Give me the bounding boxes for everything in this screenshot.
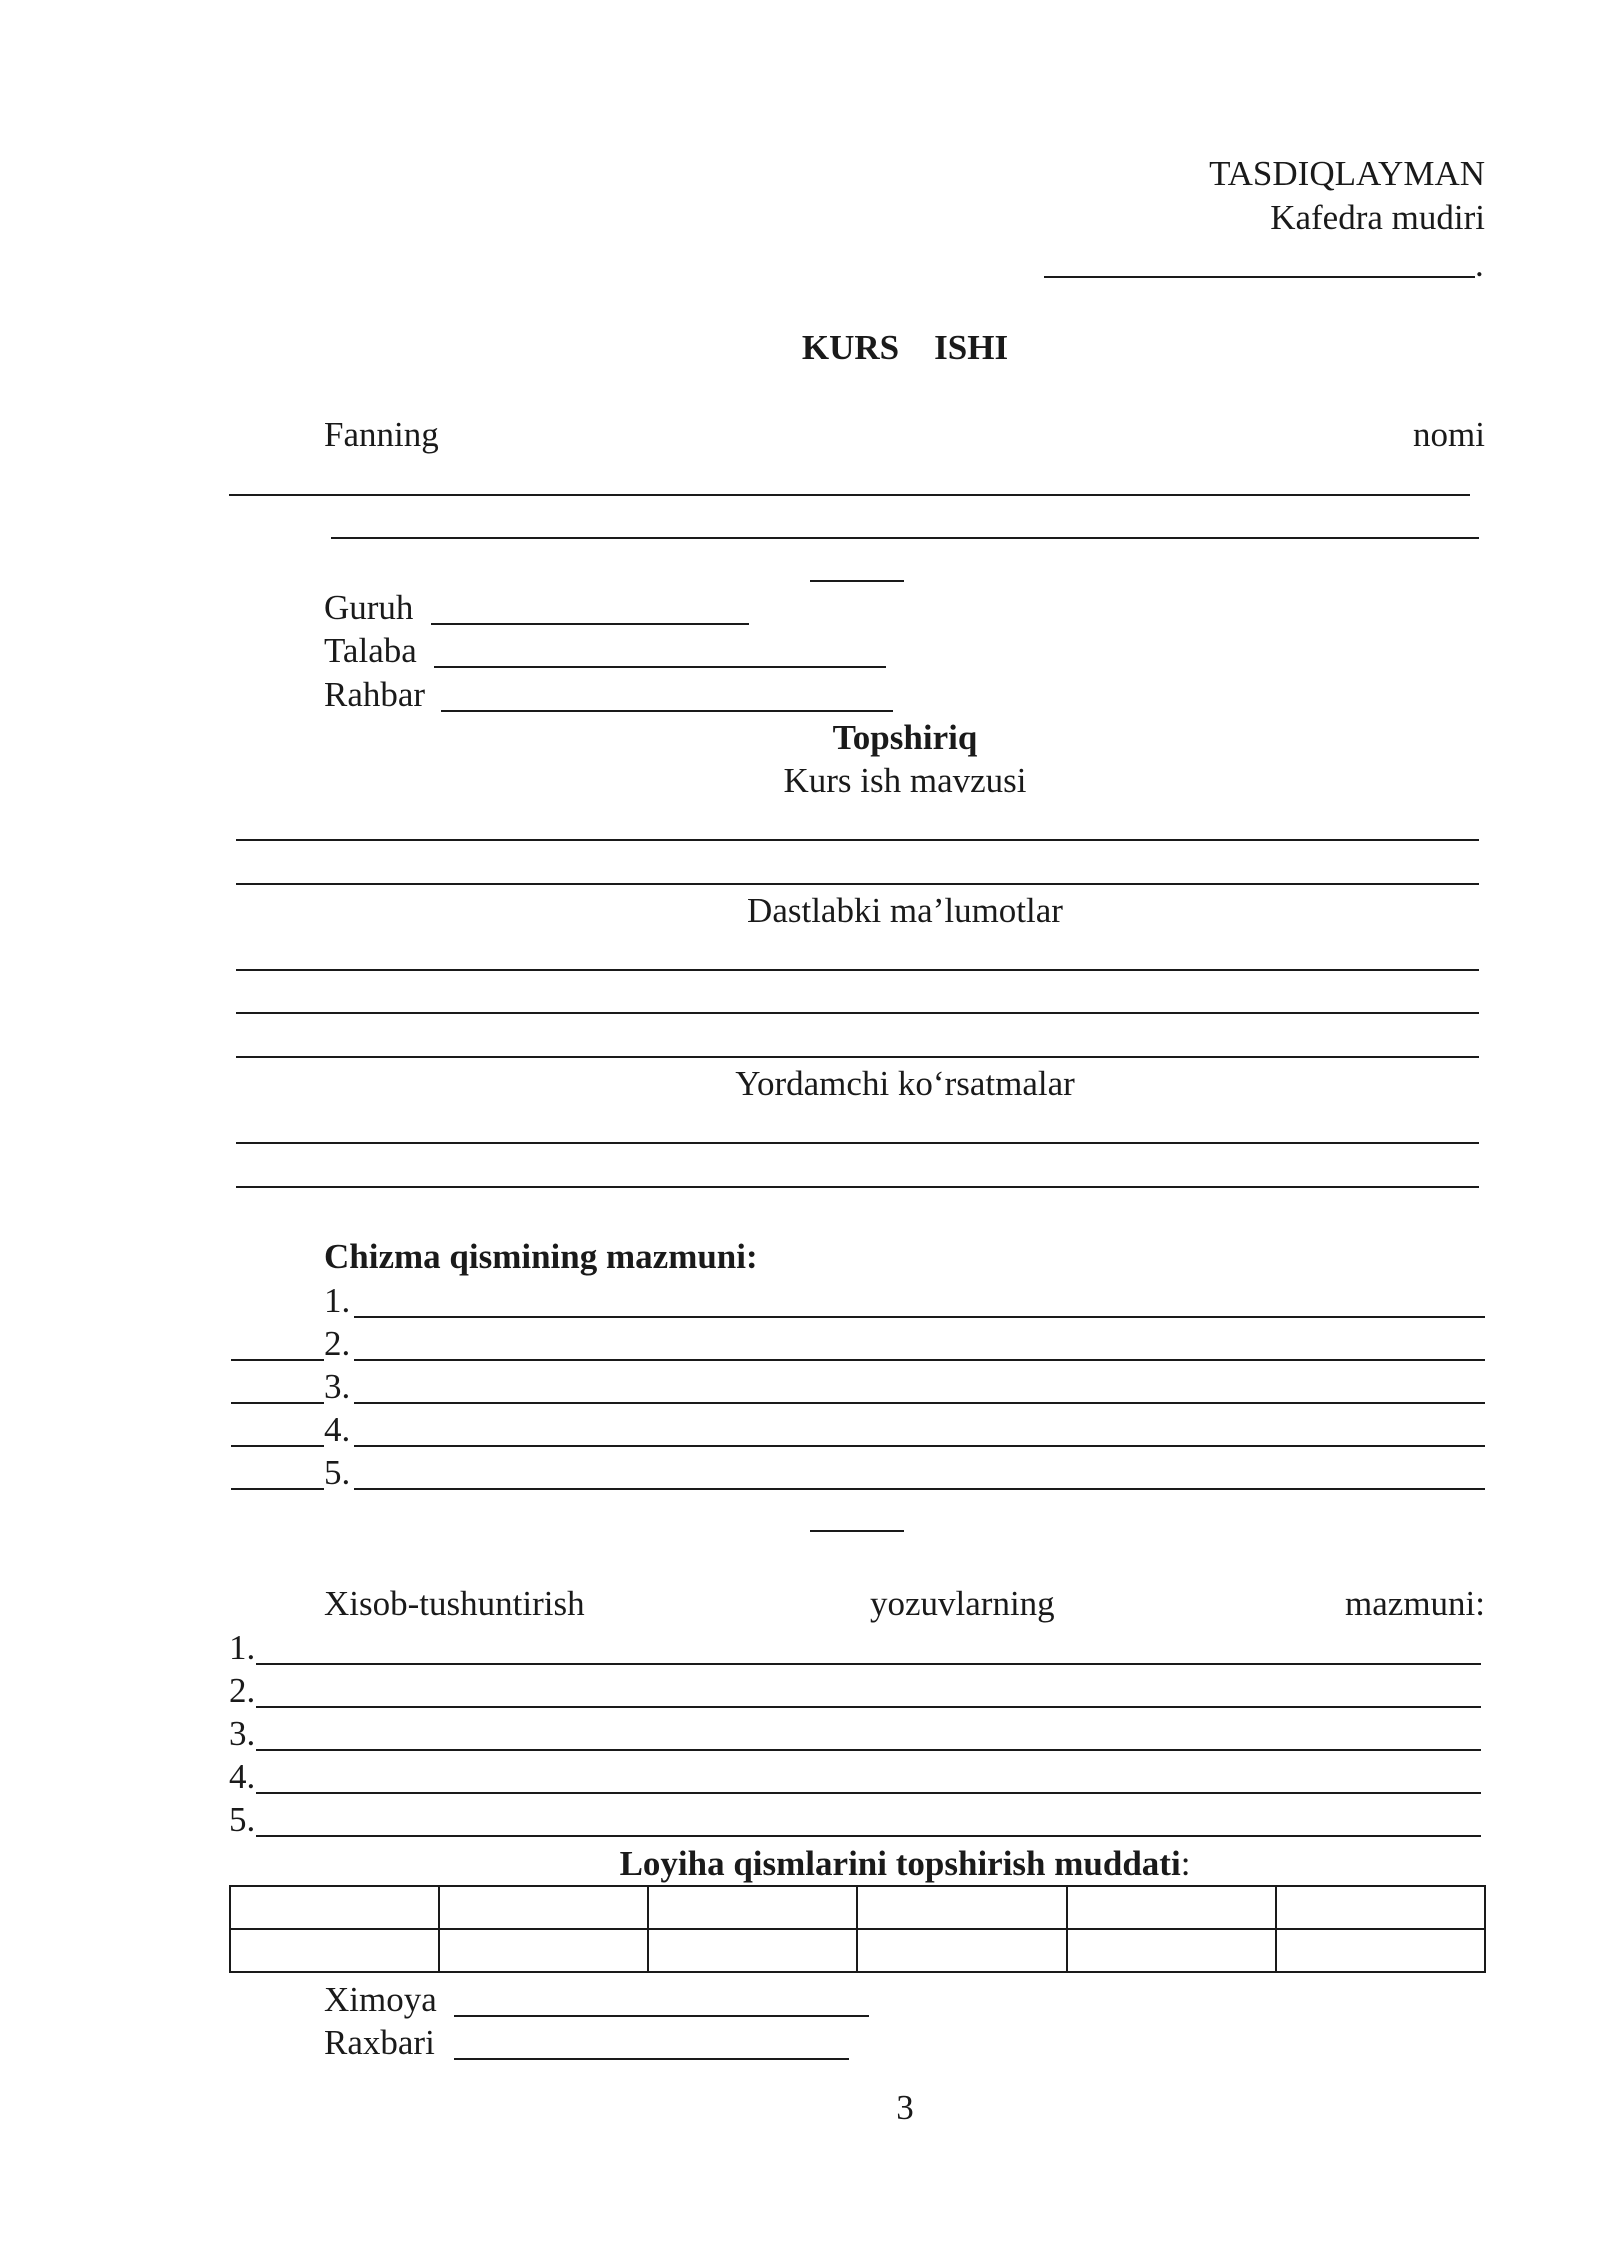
subject-label-right: nomi (1413, 415, 1485, 454)
approval-title: TASDIQLAYMAN (1209, 154, 1485, 193)
table-cell[interactable] (1067, 1886, 1276, 1929)
group-input-line[interactable] (431, 623, 749, 625)
table-row (230, 1929, 1485, 1972)
explanatory-item-line[interactable] (256, 1792, 1481, 1794)
explanatory-item-line[interactable] (256, 1835, 1481, 1837)
assignment-topic: Kurs ish mavzusi (783, 761, 1027, 800)
drawing-item-line[interactable] (354, 1359, 1485, 1361)
table-cell[interactable] (230, 1886, 439, 1929)
table-cell[interactable] (1276, 1886, 1485, 1929)
deadline-title-wrap (0, 1846, 1600, 1881)
drawing-title: Chizma qismining mazmuni: (324, 1237, 758, 1276)
explanatory-word: yozuvlarning (870, 1584, 1055, 1623)
defense-input-line[interactable] (454, 2015, 869, 2017)
table-cell[interactable] (230, 1929, 439, 1972)
topic-line[interactable] (236, 839, 1479, 841)
drawing-item-number: 3. (324, 1367, 351, 1406)
document-heading: KURS ISHI (801, 328, 1009, 367)
initial-data-line[interactable] (236, 1012, 1479, 1014)
student-input-line[interactable] (434, 666, 886, 668)
drawing-line-short (810, 1530, 904, 1532)
group-label: Guruh (324, 588, 414, 627)
initial-data-line[interactable] (236, 969, 1479, 971)
explanatory-item-line[interactable] (256, 1706, 1481, 1708)
table-cell[interactable] (648, 1929, 857, 1972)
approval-end-mark: . (1475, 245, 1484, 284)
drawing-item-line[interactable] (354, 1488, 1485, 1490)
drawing-item-number: 4. (324, 1410, 351, 1449)
topic-line[interactable] (236, 883, 1479, 885)
drawing-item-line[interactable] (354, 1445, 1485, 1447)
explanatory-item-number: 5. (229, 1800, 256, 1839)
explanatory-item-line[interactable] (256, 1749, 1481, 1751)
table-cell[interactable] (857, 1929, 1066, 1972)
explanatory-word: mazmuni: (1345, 1584, 1485, 1623)
table-cell[interactable] (1276, 1929, 1485, 1972)
drawing-item-indent-line (231, 1402, 324, 1404)
guidelines-line[interactable] (236, 1142, 1479, 1144)
drawing-item-number: 2. (324, 1324, 351, 1363)
drawing-item-indent-line (231, 1445, 324, 1447)
table-row (230, 1886, 1485, 1929)
drawing-item-number: 5. (324, 1453, 351, 1492)
table-cell[interactable] (857, 1886, 1066, 1929)
subject-label-left: Fanning (324, 415, 439, 454)
defense-supervisor-label: Raxbari (324, 2023, 435, 2062)
supervisor-input-line[interactable] (441, 710, 893, 712)
deadline-title: Loyiha qismlarini topshirish muddati (619, 1844, 1181, 1883)
table-cell[interactable] (1067, 1929, 1276, 1972)
supervisor-label: Rahbar (324, 675, 426, 714)
subject-line (331, 537, 1479, 539)
explanatory-item-line[interactable] (256, 1663, 1481, 1665)
defense-supervisor-input-line[interactable] (454, 2058, 849, 2060)
explanatory-item-number: 2. (229, 1671, 256, 1710)
defense-label: Ximoya (324, 1980, 437, 2019)
explanatory-word: Xisob-tushuntirish (324, 1584, 585, 1623)
drawing-item-line[interactable] (354, 1402, 1485, 1404)
student-label: Talaba (324, 631, 417, 670)
page-number: 3 (896, 2088, 914, 2127)
explanatory-item-number: 1. (229, 1628, 256, 1667)
approval-position: Kafedra mudiri (1270, 198, 1485, 237)
approval-signature-line (1044, 276, 1475, 278)
drawing-item-indent-line (231, 1359, 324, 1361)
drawing-item-line[interactable] (354, 1316, 1485, 1318)
initial-data-line[interactable] (236, 1056, 1479, 1058)
table-cell[interactable] (439, 1886, 648, 1929)
table-cell[interactable] (648, 1886, 857, 1929)
explanatory-item-number: 3. (229, 1714, 256, 1753)
deadline-table (229, 1885, 1486, 1973)
subject-line-short (810, 580, 904, 582)
initial-data-label: Dastlabki ma’lumotlar (747, 891, 1063, 930)
guidelines-line[interactable] (236, 1186, 1479, 1188)
guidelines-label: Yordamchi ko‘rsatmalar (735, 1064, 1075, 1103)
assignment-title: Topshiriq (832, 718, 978, 757)
drawing-item-number: 1. (324, 1281, 351, 1320)
table-cell[interactable] (439, 1929, 648, 1972)
deadline-title-colon: : (1180, 1844, 1191, 1883)
drawing-item-indent-line (231, 1488, 324, 1490)
explanatory-item-number: 4. (229, 1757, 256, 1796)
subject-line (229, 494, 1470, 496)
